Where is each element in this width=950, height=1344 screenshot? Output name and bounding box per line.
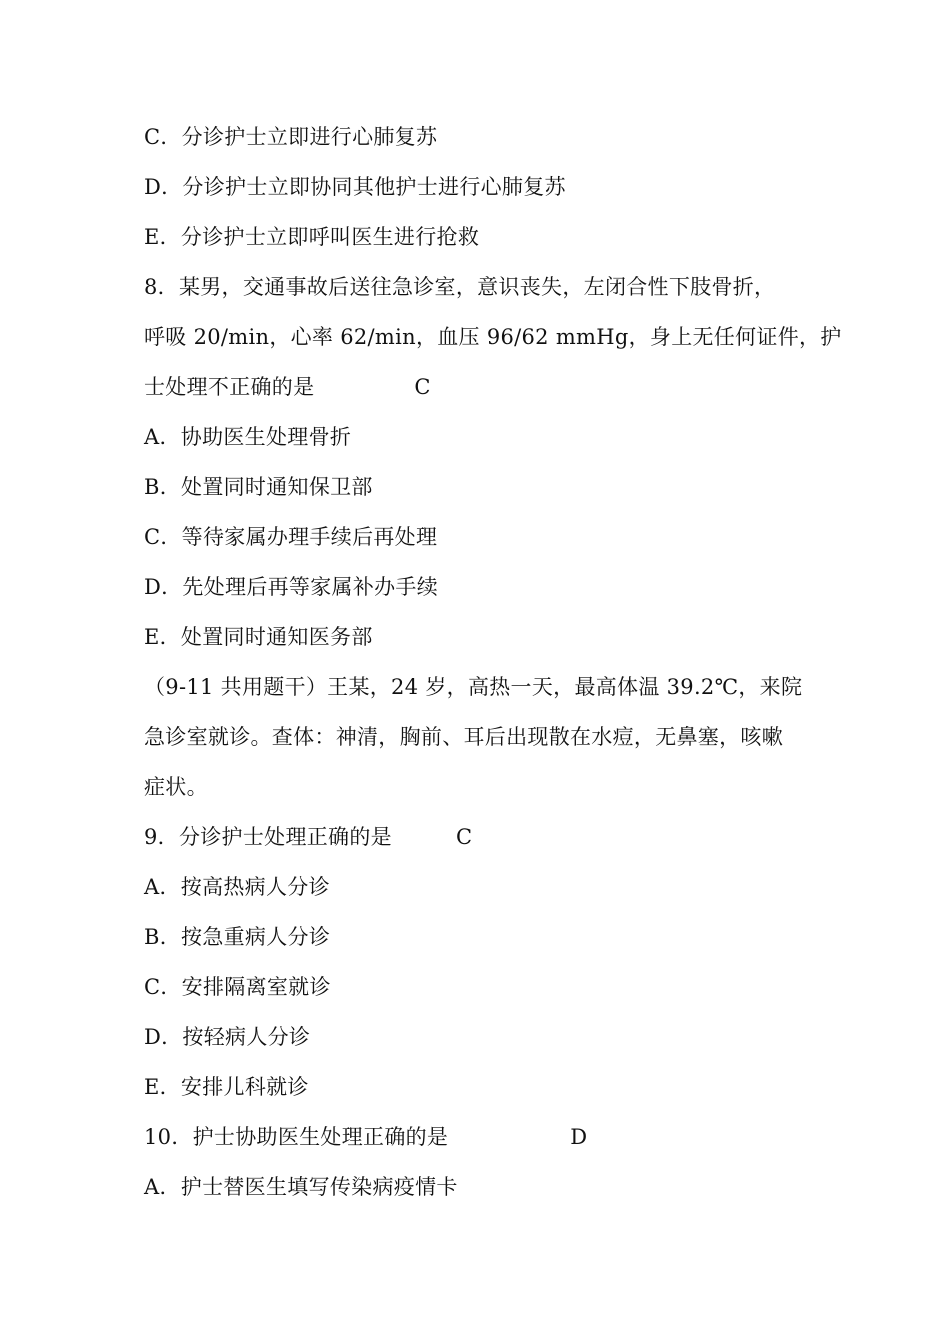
option-text: B．处置同时通知保卫部 bbox=[144, 475, 373, 499]
option-text: A．按高热病人分诊 bbox=[144, 875, 330, 899]
question-text: 9．分诊护士处理正确的是 bbox=[144, 825, 392, 849]
option-line bbox=[144, 562, 824, 612]
option-line bbox=[144, 512, 824, 562]
option-text: C．分诊护士立即进行心肺复苏 bbox=[144, 125, 438, 149]
shared-stem-text: 症状。 bbox=[144, 775, 208, 799]
answer-label: D bbox=[570, 1125, 588, 1149]
option-line bbox=[144, 112, 824, 162]
answer-label: C bbox=[414, 375, 431, 399]
option-text: D．分诊护士立即协同其他护士进行心肺复苏 bbox=[144, 175, 566, 199]
question-text: 10．护士协助医生处理正确的是 bbox=[144, 1125, 449, 1149]
option-line bbox=[144, 162, 824, 212]
shared-stem-line bbox=[144, 662, 824, 712]
option-line bbox=[144, 912, 824, 962]
option-line bbox=[144, 412, 824, 462]
question-line bbox=[144, 262, 824, 312]
option-line bbox=[144, 1062, 824, 1112]
option-line bbox=[144, 462, 824, 512]
question-text: 8．某男，交通事故后送往急诊室，意识丧失，左闭合性下肢骨折， bbox=[144, 275, 776, 299]
option-text: E．安排儿科就诊 bbox=[144, 1075, 309, 1099]
option-text: C．安排隔离室就诊 bbox=[144, 975, 331, 999]
option-line bbox=[144, 962, 824, 1012]
option-line bbox=[144, 212, 824, 262]
question-line bbox=[144, 362, 824, 412]
option-line bbox=[144, 1162, 824, 1212]
option-line bbox=[144, 862, 824, 912]
shared-stem-text: （9-11 共用题干）王某，24 岁，高热一天，最高体温 39.2℃，来院 bbox=[144, 675, 803, 699]
shared-stem-line bbox=[144, 712, 824, 762]
question-text: 士处理不正确的是 bbox=[144, 375, 315, 399]
option-text: E．分诊护士立即呼叫医生进行抢救 bbox=[144, 225, 480, 249]
question-line bbox=[144, 1112, 824, 1162]
option-text: B．按急重病人分诊 bbox=[144, 925, 331, 949]
option-line bbox=[144, 612, 824, 662]
question-line bbox=[144, 812, 824, 862]
option-text: A．护士替医生填写传染病疫情卡 bbox=[144, 1175, 458, 1199]
question-text: 呼吸 20/min，心率 62/min，血压 96/62 mmHg，身上无任何证件，护 bbox=[144, 325, 842, 349]
answer-label: C bbox=[455, 825, 473, 849]
question-line bbox=[144, 312, 842, 362]
option-text: D．按轻病人分诊 bbox=[144, 1025, 311, 1049]
option-line bbox=[144, 1012, 824, 1062]
option-text: E．处置同时通知医务部 bbox=[144, 625, 373, 649]
option-text: A．协助医生处理骨折 bbox=[144, 425, 352, 449]
shared-stem-line bbox=[144, 762, 824, 812]
shared-stem-text: 急诊室就诊。查体：神清，胸前、耳后出现散在水痘，无鼻塞，咳嗽 bbox=[144, 725, 783, 749]
option-text: C．等待家属办理手续后再处理 bbox=[144, 525, 438, 549]
document-content bbox=[144, 112, 842, 1212]
option-text: D．先处理后再等家属补办手续 bbox=[144, 575, 439, 599]
